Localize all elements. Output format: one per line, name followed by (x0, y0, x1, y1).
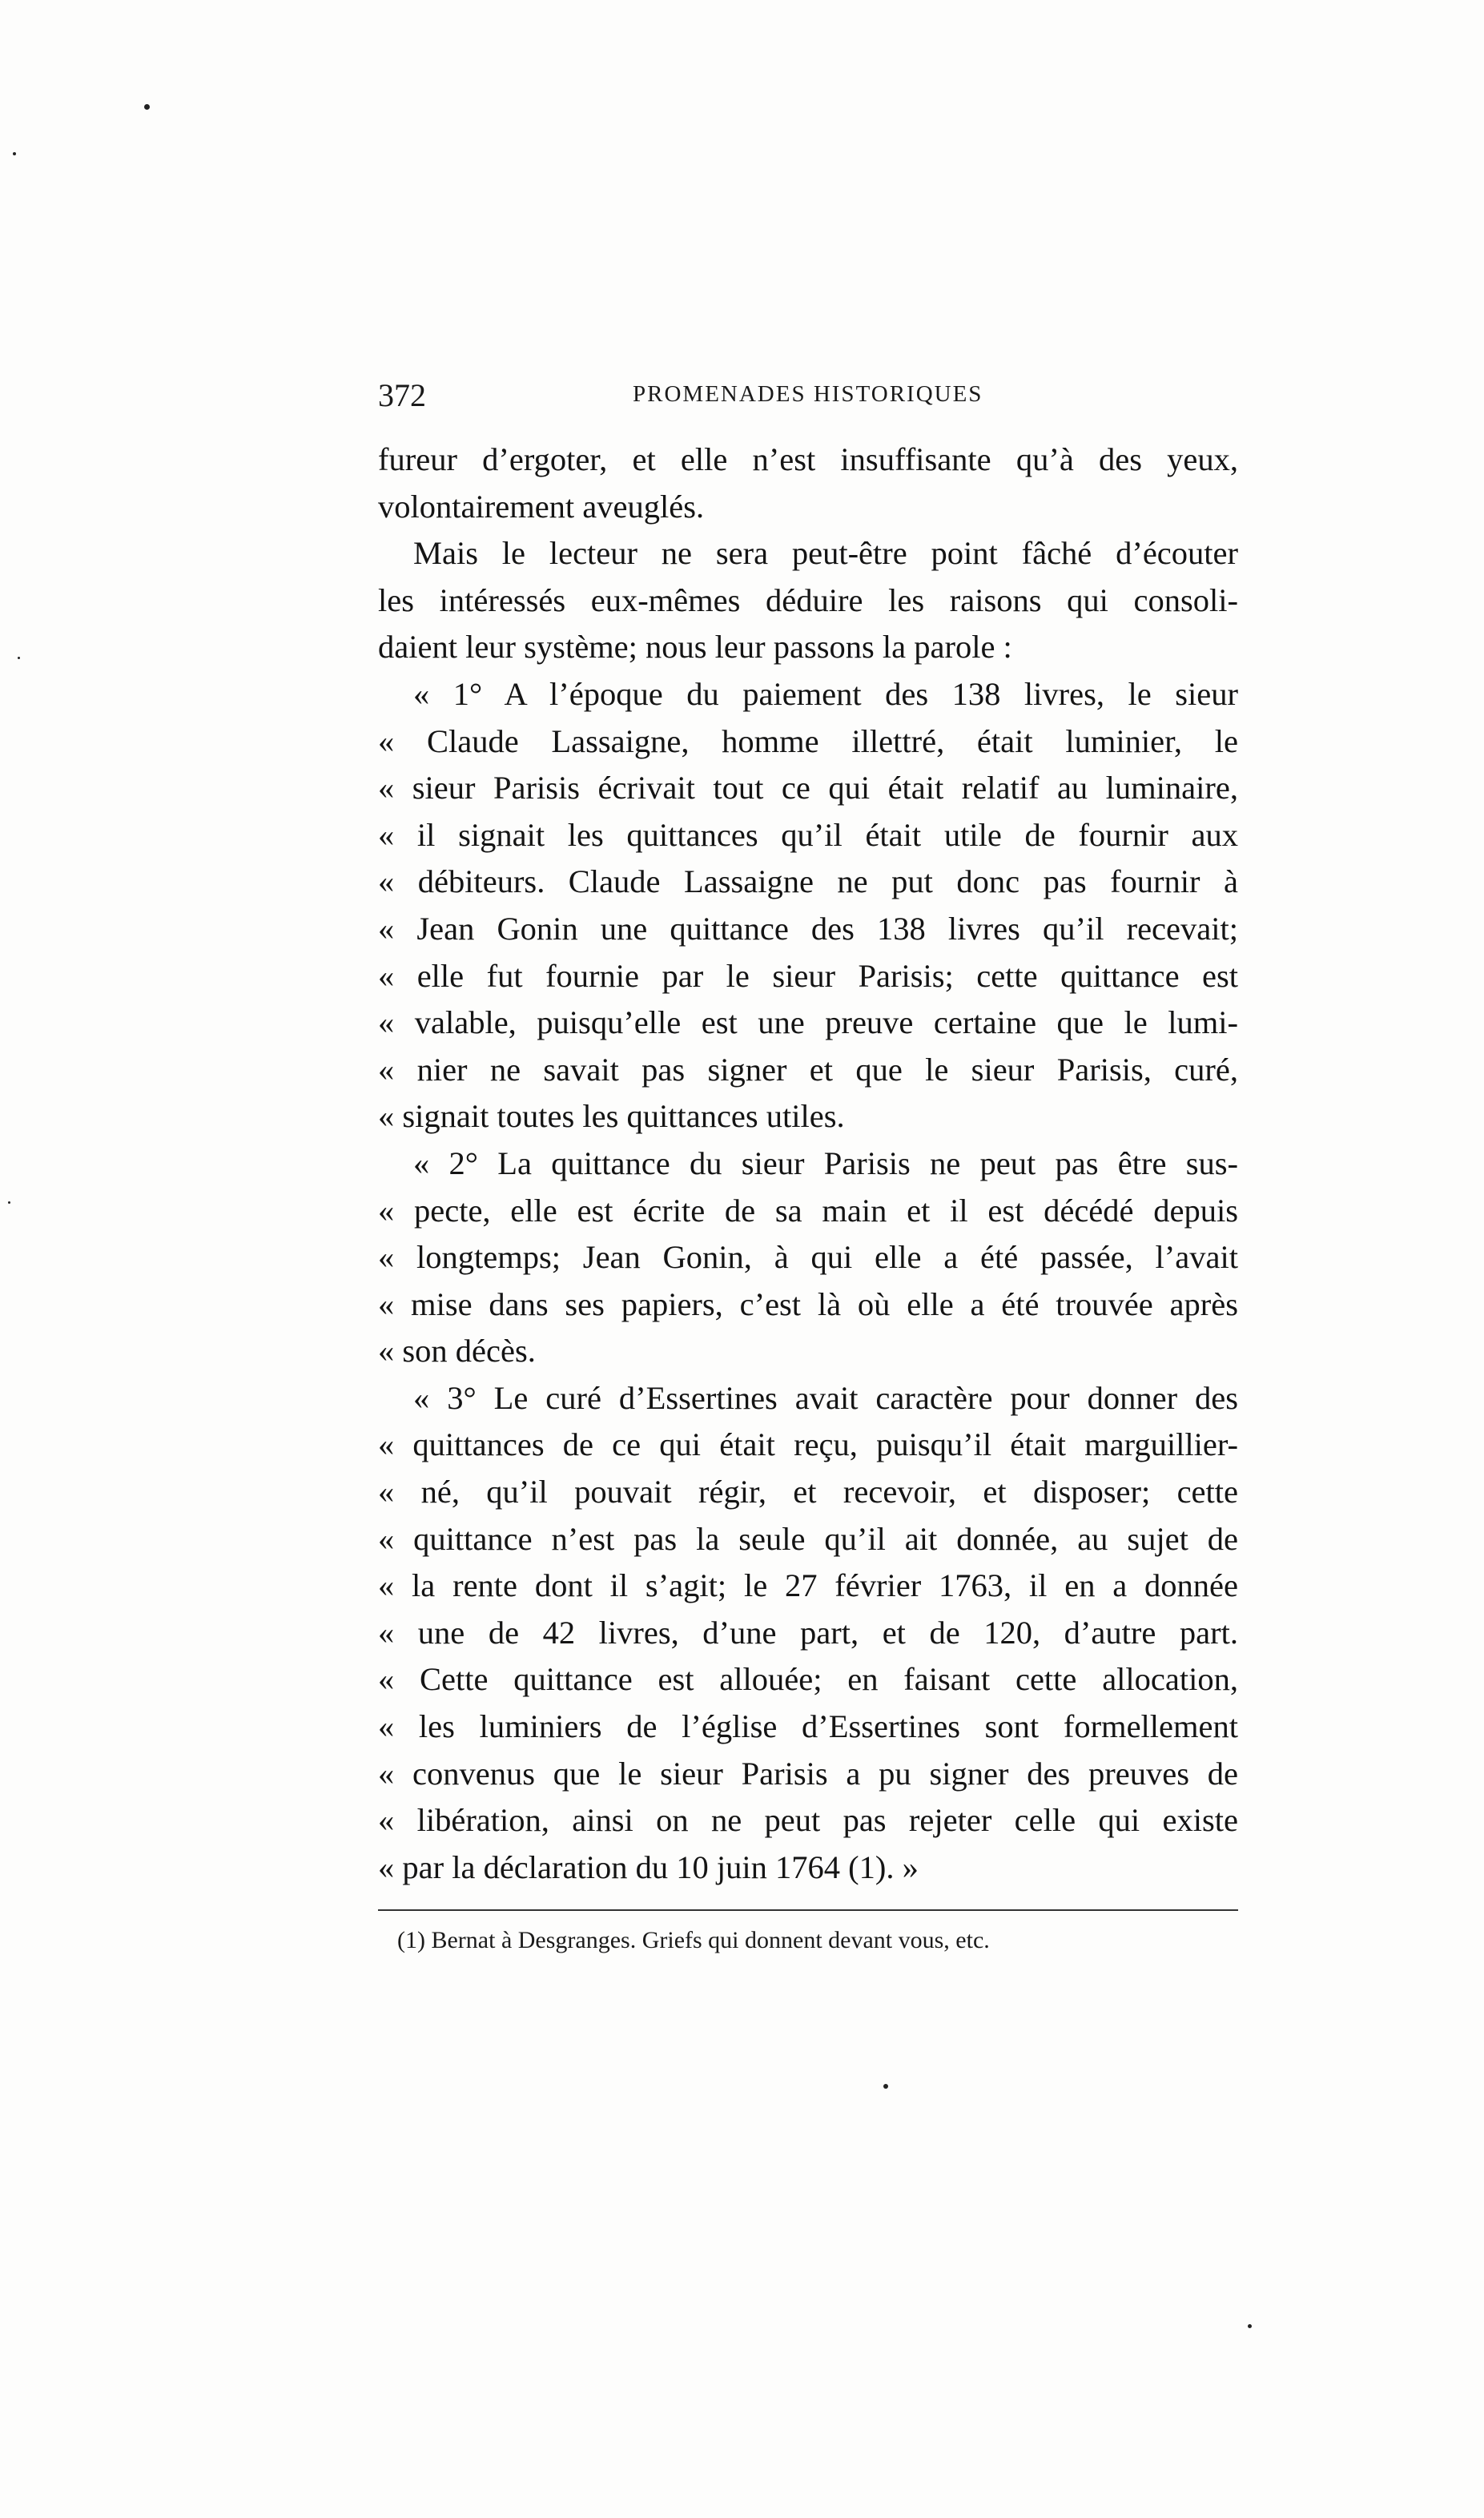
text-line: « né, qu’il pouvait régir, et recevoir, et disposer; cette (378, 1474, 1238, 1510)
scan-speck (1248, 2324, 1252, 2328)
footnote-separator (378, 1909, 1238, 1911)
footnote: (1) Bernat à Desgranges. Griefs qui donnent devant vous, etc. (397, 1927, 990, 1953)
text-line: « Cette quittance est allouée; en faisant cette allocation, (378, 1661, 1238, 1698)
running-title: PROMENADES HISTORIQUES (633, 381, 983, 407)
scan-speck (8, 1201, 10, 1204)
text-line: volontairement aveuglés. (378, 488, 705, 525)
scan-speck (13, 152, 16, 155)
text-line: « 3° Le curé d’Essertines avait caractère pour donner des (413, 1379, 1238, 1416)
text-line: « son décès. (378, 1333, 536, 1370)
page-header (378, 376, 1238, 418)
text-line: Mais le lecteur ne sera peut-être point fâché d’écouter (413, 535, 1238, 572)
text-line: « elle fut fournie par le sieur Parisis; cette quittance est (378, 957, 1238, 994)
text-line: « une de 42 livres, d’une part, et de 120, d’autre part. (378, 1614, 1238, 1651)
text-line: « la rente dont il s’agit; le 27 février 1763, il en a donnée (378, 1567, 1238, 1604)
text-line: « mise dans ses papiers, c’est là où elle a été trouvée après (378, 1285, 1238, 1322)
text-line: « les luminiers de l’église d’Essertines sont formellement (378, 1708, 1238, 1745)
text-line: « nier ne savait pas signer et que le sieur Parisis, curé, (378, 1051, 1238, 1088)
text-line: « quittances de ce qui était reçu, puisqu’il était marguillier- (378, 1426, 1238, 1463)
text-line: « quittance n’est pas la seule qu’il ait donnée, au sujet de (378, 1520, 1238, 1557)
text-line: les intéressés eux-mêmes déduire les raisons qui consoli- (378, 581, 1238, 618)
text-line: fureur d’ergoter, et elle n’est insuffisante qu’à des yeux, (378, 441, 1238, 477)
text-line: « libération, ainsi on ne peut pas rejeter celle qui existe (378, 1802, 1238, 1839)
text-line: « 2° La quittance du sieur Parisis ne peut pas être sus- (413, 1144, 1238, 1181)
scan-speck (18, 657, 20, 659)
text-line: « sieur Parisis écrivait tout ce qui était relatif au luminaire, (378, 770, 1238, 806)
scan-speck (883, 2084, 888, 2089)
body-text (378, 436, 1238, 1891)
text-line: « Jean Gonin une quittance des 138 livres qu’il recevait; (378, 910, 1238, 947)
text-line: « par la déclaration du 10 juin 1764 (1). » (378, 1848, 919, 1885)
text-line: « convenus que le sieur Parisis a pu signer des preuves de (378, 1755, 1238, 1792)
page-number: 372 (378, 377, 426, 413)
text-line: « Claude Lassaigne, homme illettré, était luminier, le (378, 722, 1238, 759)
text-line: « débiteurs. Claude Lassaigne ne put donc pas fournir à (378, 863, 1238, 900)
scan-speck (144, 104, 150, 110)
text-line: « valable, puisqu’elle est une preuve certaine que le lumi- (378, 1004, 1238, 1041)
text-line: « 1° A l’époque du paiement des 138 livres, le sieur (413, 675, 1238, 712)
text-line: « il signait les quittances qu’il était utile de fournir aux (378, 816, 1238, 853)
text-line: daient leur système; nous leur passons la parole : (378, 629, 1012, 666)
text-line: « longtemps; Jean Gonin, à qui elle a été passée, l’avait (378, 1239, 1238, 1276)
text-line: « pecte, elle est écrite de sa main et il est décédé depuis (378, 1192, 1238, 1229)
text-line: « signait toutes les quittances utiles. (378, 1098, 845, 1135)
